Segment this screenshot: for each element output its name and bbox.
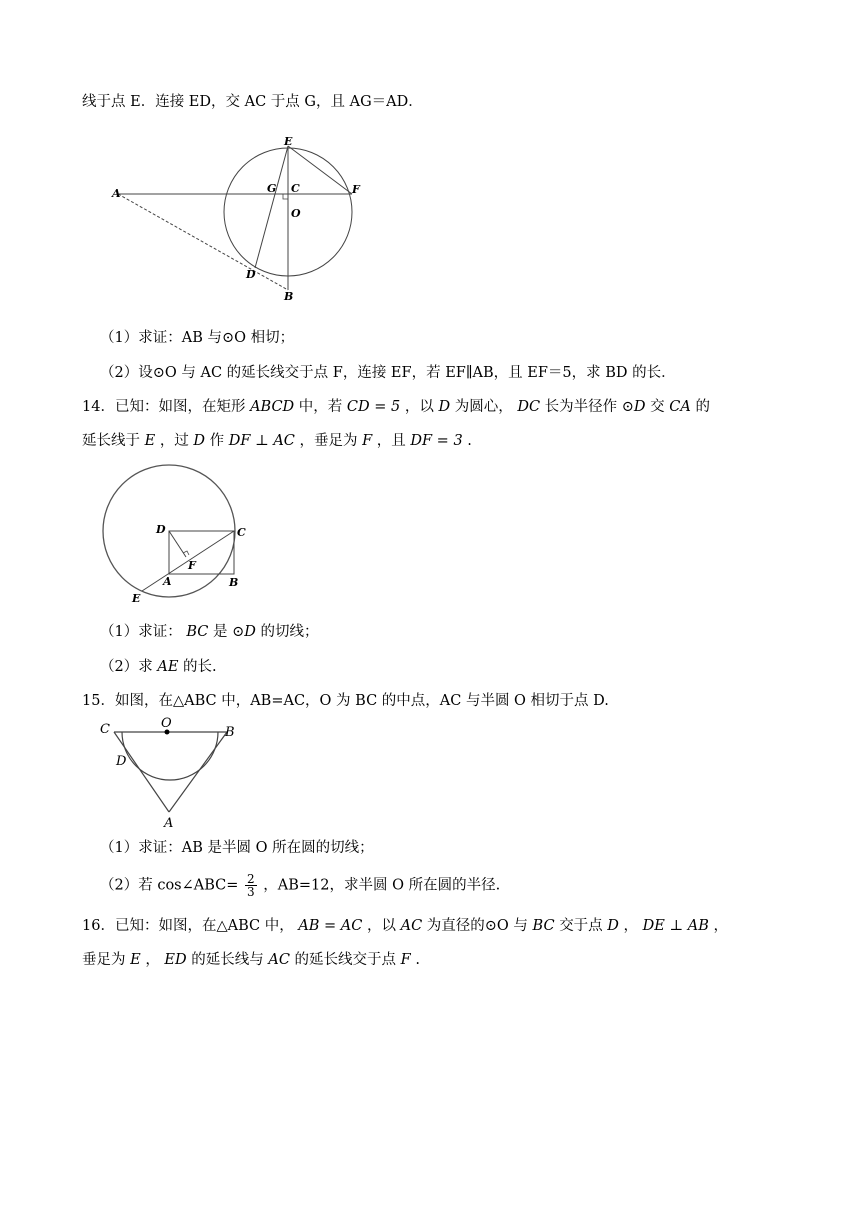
p14-math: E bbox=[144, 433, 156, 449]
p15-fraction-numerator: 2 bbox=[247, 872, 255, 886]
p16-math: DE ⊥ AB bbox=[642, 918, 709, 934]
p15-question-2 bbox=[100, 873, 500, 898]
p16-math: AC bbox=[268, 952, 290, 968]
p14-label-A: A bbox=[163, 575, 172, 588]
p15-text: ，AB=12，求半圆 O 所在圆的半径. bbox=[263, 877, 501, 894]
p16-math: AC bbox=[400, 918, 423, 934]
p14-text: （1）求证： bbox=[100, 624, 182, 640]
p13-label-E: E bbox=[284, 135, 293, 148]
p16-text: 的延长线交于点 bbox=[294, 952, 397, 968]
p14-text: . bbox=[467, 433, 472, 449]
p16-text: 为直径的⊙O 与 bbox=[426, 918, 528, 934]
p15-fraction bbox=[245, 873, 257, 898]
p13-label-O: O bbox=[291, 207, 301, 220]
p14-line-1 bbox=[82, 397, 710, 417]
p15-figure bbox=[96, 715, 246, 830]
p15-question-1: （1）求证：AB 是半圆 O 所在圆的切线； bbox=[100, 840, 374, 856]
p14-math: DC bbox=[517, 399, 541, 415]
p16-text: 交于点 bbox=[559, 918, 603, 934]
p14-math: DF ⊥ AC bbox=[228, 433, 295, 449]
p14-text: ，垂足为 bbox=[299, 433, 358, 449]
p13-question-2: （2）设⊙O 与 AC 的延长线交于点 F，连接 EF，若 EF∥AB，且 EF＝5，求 BD 的长． bbox=[100, 365, 676, 381]
p14-math: CA bbox=[669, 399, 691, 415]
p15-label-B: B bbox=[225, 725, 235, 740]
p14-math: DF = 3 bbox=[410, 433, 463, 449]
p15-line-1: 15．如图，在△ABC 中，AB=AC，O 为 BC 的中点，AC 与半圆 O 相切于点 D. bbox=[82, 693, 609, 709]
p14-text: ，以 bbox=[404, 399, 434, 415]
p16-text: 的延长线与 bbox=[191, 952, 264, 968]
p16-line-2 bbox=[82, 950, 420, 970]
p14-math: AE bbox=[157, 659, 179, 675]
p16-math: D bbox=[607, 918, 619, 934]
p15-label-A: A bbox=[164, 816, 174, 831]
p14-question-1 bbox=[100, 622, 318, 642]
p14-math: F bbox=[362, 433, 373, 449]
p14-text: 是 bbox=[212, 624, 228, 640]
p16-math: BC bbox=[532, 918, 555, 934]
p14-label-C: C bbox=[237, 526, 246, 539]
p14-text: ，过 bbox=[159, 433, 189, 449]
p15-fraction-denominator: 3 bbox=[247, 885, 255, 899]
p16-math: F bbox=[400, 952, 411, 968]
p14-label-B: B bbox=[229, 576, 239, 589]
p14-label-D: D bbox=[156, 523, 166, 536]
p14-text: 的 bbox=[695, 399, 710, 415]
p15-label-O: O bbox=[161, 716, 172, 731]
p16-text: ， bbox=[145, 952, 160, 968]
p14-label-E: E bbox=[132, 592, 141, 605]
p13-question-1: （1）求证：AB 与⊙O 相切； bbox=[100, 330, 295, 346]
p14-text: 14．已知：如图，在矩形 bbox=[82, 399, 246, 415]
p14-math: ABCD bbox=[250, 399, 295, 415]
p16-line-1 bbox=[82, 916, 728, 936]
p14-question-2 bbox=[100, 657, 217, 677]
p14-line-2 bbox=[82, 431, 472, 451]
p16-text: ，以 bbox=[366, 918, 396, 934]
p16-math: ED bbox=[164, 952, 187, 968]
p14-math: D bbox=[193, 433, 206, 449]
p14-text: 为圆心， bbox=[454, 399, 513, 415]
p16-text: 垂足为 bbox=[82, 952, 126, 968]
p13-label-G: G bbox=[267, 182, 277, 195]
p16-text: . bbox=[415, 952, 420, 968]
p13-label-C: C bbox=[291, 182, 300, 195]
p14-text: 交 bbox=[650, 399, 665, 415]
p14-math: BC bbox=[186, 624, 209, 640]
p14-label-F: F bbox=[188, 559, 196, 572]
p16-text: 16．已知：如图，在△ABC 中， bbox=[82, 918, 294, 934]
p13-label-F: F bbox=[352, 183, 360, 196]
p14-text: 中，若 bbox=[298, 399, 343, 415]
p14-text: 延长线于 bbox=[82, 433, 140, 449]
p16-text: ， bbox=[713, 918, 728, 934]
p13-label-D: D bbox=[246, 268, 256, 281]
p15-text: （2）若 cos∠ABC= bbox=[100, 877, 239, 894]
p13-label-B: B bbox=[284, 290, 294, 303]
p14-text: 作 bbox=[209, 433, 225, 449]
p14-text: ，且 bbox=[376, 433, 406, 449]
p16-math: E bbox=[130, 952, 141, 968]
p16-text: ， bbox=[623, 918, 639, 934]
p14-math: CD = 5 bbox=[346, 399, 401, 415]
p15-label-D: D bbox=[116, 754, 127, 769]
p14-text: 的切线； bbox=[260, 624, 319, 640]
p14-math: ⊙D bbox=[232, 624, 256, 640]
p14-text: （2）求 bbox=[100, 659, 153, 675]
p16-math: AB = AC bbox=[298, 918, 363, 934]
p13-figure bbox=[100, 130, 380, 310]
p14-text: 长为半径作 bbox=[544, 399, 618, 415]
p13-top-line: 线于点 E．连接 ED，交 AC 于点 G，且 AG＝AD． bbox=[82, 94, 423, 110]
p14-text: 的长. bbox=[183, 659, 217, 675]
p15-label-C: C bbox=[100, 722, 110, 737]
p13-label-A: A bbox=[112, 187, 121, 200]
p14-math: D bbox=[438, 399, 451, 415]
p14-math: ⊙D bbox=[621, 399, 646, 415]
p14-figure bbox=[100, 465, 260, 610]
